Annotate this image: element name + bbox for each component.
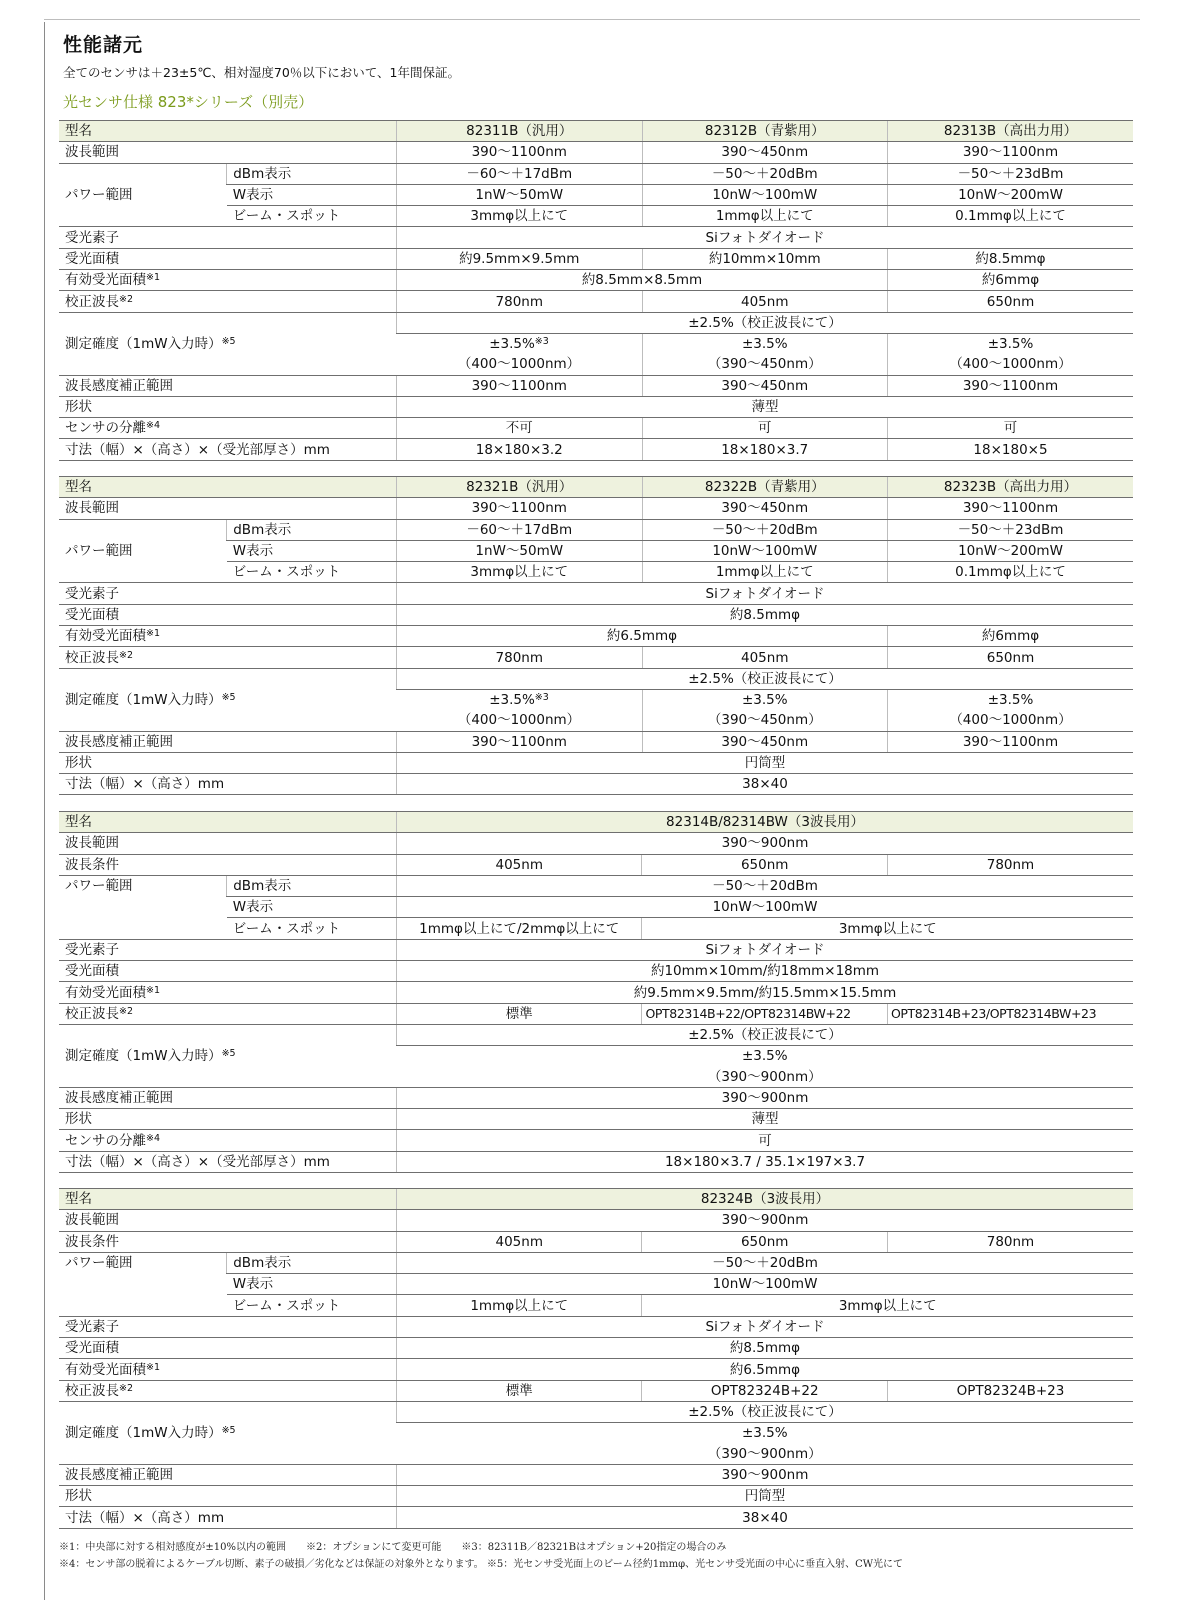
cell-value: OPT82314B+22/OPT82314BW+22 xyxy=(642,1003,887,1024)
cell-value: ±3.5%$^{※3}$ xyxy=(489,692,549,709)
table-row xyxy=(59,519,1133,540)
cell-value: ±2.5%（校正波長にて） xyxy=(397,668,1133,689)
cell-value: 約6mmφ xyxy=(887,626,1133,647)
cell-value: OPT82314B+23/OPT82314BW+23 xyxy=(887,1003,1133,1024)
cell-value: 3mmφ以上にて xyxy=(397,206,642,227)
table-row xyxy=(59,854,1133,875)
cell-value: －50～＋20dBm xyxy=(642,519,887,540)
cell-value: 1nW～50mW xyxy=(397,540,642,561)
table-row xyxy=(59,982,1133,1003)
footnote: ※1：中央部に対する相対感度が±10%以内の範囲 ※2：オプションにて変更可能 ※3：82311B／82321Bはオプション+20指定の場合のみ xyxy=(59,1542,727,1553)
cell-value: 約8.5mmφ xyxy=(397,1338,1133,1359)
cell-value: 薄型 xyxy=(397,396,1133,417)
model-name: 82313B（高出力用） xyxy=(887,121,1133,142)
cell-value: 10nW～200mW xyxy=(887,184,1133,205)
model-name: 82324B（3波長用） xyxy=(397,1189,1133,1210)
cell-value: 約6mmφ xyxy=(887,270,1133,291)
table-row xyxy=(59,227,1133,248)
table-row xyxy=(59,1252,1133,1273)
row-label: 受光面積 xyxy=(59,961,397,982)
cell-value: 18×180×3.7 / 35.1×197×3.7 xyxy=(397,1151,1133,1172)
table-row xyxy=(59,121,1133,142)
row-label: 受光面積 xyxy=(59,248,397,269)
cell-value: 650nm xyxy=(887,647,1133,668)
row-label: センサの分離$^{※4}$ xyxy=(59,1130,397,1151)
cell-value: （390～450nm） xyxy=(642,710,887,731)
cell-value: （390～900nm） xyxy=(397,1067,1133,1088)
table-row xyxy=(59,833,1133,854)
table-row xyxy=(59,604,1133,625)
cell-value: （390～450nm） xyxy=(642,354,887,375)
table-row xyxy=(59,1130,1133,1151)
cell-value: －50～＋23dBm xyxy=(887,519,1133,540)
cell-value: 約10mm×10mm xyxy=(642,248,887,269)
cell-value: 約8.5mmφ xyxy=(397,604,1133,625)
row-label: 型名 xyxy=(59,477,397,498)
spec-table-82324 xyxy=(59,1188,1133,1529)
table-row xyxy=(59,1338,1133,1359)
row-label: パワー範囲 xyxy=(59,519,227,583)
table-row xyxy=(59,439,1133,460)
row-label: 受光面積 xyxy=(59,1338,397,1359)
section-subtitle: 光センサ仕様 823*シリーズ（別売） xyxy=(63,93,314,111)
row-label: 波長範囲 xyxy=(59,498,397,519)
sub-label: dBm表示 xyxy=(227,875,397,896)
model-name: 82323B（高出力用） xyxy=(887,477,1133,498)
row-label: 校正波長$^{※2}$ xyxy=(59,291,397,312)
cell-value: 405nm xyxy=(642,647,887,668)
sub-label: ビーム・スポット xyxy=(227,206,397,227)
cell-value: 650nm xyxy=(887,291,1133,312)
cell-value: 780nm xyxy=(887,1231,1133,1252)
table-row xyxy=(59,1087,1133,1108)
table-row xyxy=(59,626,1133,647)
cell-value: 約8.5mm×8.5mm xyxy=(397,270,888,291)
row-label: 校正波長$^{※2}$ xyxy=(59,647,397,668)
model-name: 82312B（青紫用） xyxy=(642,121,887,142)
cell-value: －50～＋20dBm xyxy=(397,875,1133,896)
row-label: パワー範囲 xyxy=(59,1252,227,1316)
table-row xyxy=(59,1359,1133,1380)
row-label: パワー範囲 xyxy=(59,163,227,227)
row-label: 受光面積 xyxy=(59,604,397,625)
cell-value: 10nW～200mW xyxy=(887,540,1133,561)
cell-value: 390～450nm xyxy=(642,731,887,752)
row-label: 波長感度補正範囲 xyxy=(59,731,397,752)
row-label: 受光素子 xyxy=(59,939,397,960)
cell-value: 390～900nm xyxy=(397,1464,1133,1485)
table-row xyxy=(59,752,1133,773)
cell-value: ±3.5% xyxy=(642,333,887,354)
row-label: 形状 xyxy=(59,752,397,773)
row-label: 波長感度補正範囲 xyxy=(59,375,397,396)
sub-label: W表示 xyxy=(227,184,397,205)
cell-value: （400～1000nm） xyxy=(887,710,1133,731)
cell-value: （400～1000nm） xyxy=(887,354,1133,375)
cell-value: 390～450nm xyxy=(642,498,887,519)
table-row xyxy=(59,1486,1133,1507)
sub-label: ビーム・スポット xyxy=(227,1295,397,1316)
table-row xyxy=(59,961,1133,982)
cell-value: 可 xyxy=(397,1130,1133,1151)
cell-value: 38×40 xyxy=(397,1507,1133,1528)
spec-table-82314 xyxy=(59,811,1133,1173)
cell-value: 390～450nm xyxy=(642,142,887,163)
cell-value: （390～900nm） xyxy=(397,1444,1133,1465)
table-row xyxy=(59,498,1133,519)
sub-label: dBm表示 xyxy=(227,1252,397,1273)
sub-label: dBm表示 xyxy=(227,163,397,184)
cell-value: 約10mm×10mm/約18mm×18mm xyxy=(397,961,1133,982)
sub-label: W表示 xyxy=(227,1274,397,1295)
cell-value: 390～1100nm xyxy=(887,142,1133,163)
row-label: 形状 xyxy=(59,1109,397,1130)
cell-value: ±3.5% xyxy=(741,1048,788,1065)
cell-value: 650nm xyxy=(642,854,887,875)
table-row xyxy=(59,248,1133,269)
row-label: 寸法（幅）×（高さ）×（受光部厚さ）mm xyxy=(59,439,397,460)
cell-value: 1mmφ以上にて/2mmφ以上にて xyxy=(397,918,642,939)
row-label: 波長感度補正範囲 xyxy=(59,1464,397,1485)
table-row xyxy=(59,583,1133,604)
table-row xyxy=(59,1401,1133,1422)
row-label: 形状 xyxy=(59,1486,397,1507)
cell-value: 405nm xyxy=(642,291,887,312)
cell-value: 390～1100nm xyxy=(887,375,1133,396)
row-label: 受光素子 xyxy=(59,227,397,248)
row-label: 測定確度（1mW入力時）$^{※5}$ xyxy=(59,668,397,731)
row-label: 有効受光面積$^{※1}$ xyxy=(59,1359,397,1380)
cell-value: OPT82324B+23 xyxy=(887,1380,1133,1401)
cell-value: ±2.5%（校正波長にて） xyxy=(397,1401,1133,1422)
row-label: 寸法（幅）×（高さ）×（受光部厚さ）mm xyxy=(59,1151,397,1172)
cell-value: ±3.5% xyxy=(887,333,1133,354)
cell-value: ±2.5%（校正波長にて） xyxy=(397,312,1133,333)
cell-value: 390～1100nm xyxy=(397,142,642,163)
table-row xyxy=(59,375,1133,396)
sub-label: ビーム・スポット xyxy=(227,918,397,939)
table-row xyxy=(59,291,1133,312)
page-title: 性能諸元 xyxy=(63,34,144,56)
cell-value: 約8.5mmφ xyxy=(887,248,1133,269)
cell-value: 390～900nm xyxy=(397,1210,1133,1231)
cell-value: 390～1100nm xyxy=(397,731,642,752)
table-row xyxy=(59,1189,1133,1210)
row-label: 有効受光面積$^{※1}$ xyxy=(59,270,397,291)
cell-value: 約6.5mmφ xyxy=(397,1359,1133,1380)
table-row xyxy=(59,312,1133,333)
cell-value: 薄型 xyxy=(397,1109,1133,1130)
table-row xyxy=(59,774,1133,795)
sub-label: W表示 xyxy=(227,897,397,918)
cell-value: 約6.5mmφ xyxy=(397,626,888,647)
row-label: 型名 xyxy=(59,812,397,833)
table-row xyxy=(59,1210,1133,1231)
cell-value: 390～900nm xyxy=(397,833,1133,854)
table-row xyxy=(59,1109,1133,1130)
table-row xyxy=(59,142,1133,163)
cell-value: OPT82324B+22 xyxy=(642,1380,887,1401)
left-rule xyxy=(44,22,45,1600)
cell-value: 0.1mmφ以上にて xyxy=(887,206,1133,227)
row-label: 型名 xyxy=(59,121,397,142)
spec-table-82321 xyxy=(59,476,1133,795)
cell-value: 0.1mmφ以上にて xyxy=(887,562,1133,583)
cell-value: 390～450nm xyxy=(642,375,887,396)
cell-value: －60～＋17dBm xyxy=(397,519,642,540)
cell-value: －60～＋17dBm xyxy=(397,163,642,184)
cell-value: ±2.5%（校正波長にて） xyxy=(397,1024,1133,1045)
cell-value: 10nW～100mW xyxy=(642,540,887,561)
cell-value: 10nW～100mW xyxy=(642,184,887,205)
model-name: 82314B/82314BW（3波長用） xyxy=(397,812,1133,833)
cell-value: 18×180×3.2 xyxy=(397,439,642,460)
cell-value: 10nW～100mW xyxy=(397,1274,1133,1295)
cell-value: Siフォトダイオード xyxy=(397,1316,1133,1337)
table-row xyxy=(59,1024,1133,1045)
table-row xyxy=(59,477,1133,498)
row-label: 測定確度（1mW入力時）$^{※5}$ xyxy=(59,1024,397,1087)
cell-value: －50～＋20dBm xyxy=(397,1252,1133,1273)
row-label: 波長範囲 xyxy=(59,833,397,854)
cell-value: 約9.5mm×9.5mm xyxy=(397,248,642,269)
cell-value: 38×40 xyxy=(397,774,1133,795)
model-name: 82321B（汎用） xyxy=(397,477,642,498)
cell-value: Siフォトダイオード xyxy=(397,939,1133,960)
cell-value: 18×180×3.7 xyxy=(642,439,887,460)
spec-table-82311 xyxy=(59,120,1133,461)
cell-value: 3mmφ以上にて xyxy=(642,1295,1133,1316)
table-row xyxy=(59,1231,1133,1252)
sub-label: dBm表示 xyxy=(227,519,397,540)
row-label: 波長条件 xyxy=(59,1231,397,1252)
cell-value: 1mmφ以上にて xyxy=(642,206,887,227)
row-label: 受光素子 xyxy=(59,583,397,604)
cell-value: 可 xyxy=(642,418,887,439)
cell-value: ±3.5% xyxy=(642,689,887,710)
cell-value: －50～＋23dBm xyxy=(887,163,1133,184)
table-row xyxy=(59,1380,1133,1401)
row-label: 測定確度（1mW入力時）$^{※5}$ xyxy=(59,312,397,375)
table-row xyxy=(59,1316,1133,1337)
row-label: 受光素子 xyxy=(59,1316,397,1337)
table-row xyxy=(59,668,1133,689)
cell-value: （400～1000nm） xyxy=(397,710,642,731)
cell-value: 780nm xyxy=(397,291,642,312)
table-row xyxy=(59,1151,1133,1172)
cell-value: 1mmφ以上にて xyxy=(642,562,887,583)
cell-value: 1nW～50mW xyxy=(397,184,642,205)
cell-value: ±3.5% xyxy=(741,1425,788,1442)
row-label: 波長範囲 xyxy=(59,142,397,163)
cell-value: 405nm xyxy=(397,1231,642,1252)
model-name: 82311B（汎用） xyxy=(397,121,642,142)
row-label: 波長範囲 xyxy=(59,1210,397,1231)
table-row xyxy=(59,875,1133,896)
row-label: 有効受光面積$^{※1}$ xyxy=(59,626,397,647)
table-row xyxy=(59,418,1133,439)
cell-value: 3mmφ以上にて xyxy=(642,918,1133,939)
cell-value: 円筒型 xyxy=(397,752,1133,773)
cell-value: 780nm xyxy=(887,854,1133,875)
top-rule xyxy=(44,19,1140,20)
table-row xyxy=(59,396,1133,417)
intro-text: 全てのセンサは＋23±5℃、相対湿度70％以下において、1年間保証。 xyxy=(63,65,460,80)
table-row xyxy=(59,731,1133,752)
cell-value: Siフォトダイオード xyxy=(397,583,1133,604)
cell-value: 18×180×5 xyxy=(887,439,1133,460)
row-label: 波長条件 xyxy=(59,854,397,875)
cell-value: 可 xyxy=(887,418,1133,439)
sub-label: ビーム・スポット xyxy=(227,562,397,583)
row-label: 型名 xyxy=(59,1189,397,1210)
cell-value: 標準 xyxy=(397,1003,642,1024)
row-label: 寸法（幅）×（高さ）mm xyxy=(59,1507,397,1528)
table-row xyxy=(59,163,1133,184)
cell-value: 不可 xyxy=(397,418,642,439)
cell-value: 390～1100nm xyxy=(397,498,642,519)
footnote: ※4：センサ部の脱着によるケーブル切断、素子の破損／劣化などは保証の対象外となります。 ※5：光センサ受光面上のビーム径約1mmφ、光センサ受光面の中心に垂直入射、CW光にて xyxy=(59,1559,904,1570)
row-label: センサの分離$^{※4}$ xyxy=(59,418,397,439)
table-row xyxy=(59,647,1133,668)
cell-value: 約9.5mm×9.5mm/約15.5mm×15.5mm xyxy=(397,982,1133,1003)
cell-value: ±3.5% xyxy=(887,689,1133,710)
table-row xyxy=(59,1507,1133,1528)
row-label: 有効受光面積$^{※1}$ xyxy=(59,982,397,1003)
cell-value: 390～1100nm xyxy=(887,731,1133,752)
cell-value: 1mmφ以上にて xyxy=(397,1295,642,1316)
row-label: 校正波長$^{※2}$ xyxy=(59,1003,397,1024)
cell-value: －50～＋20dBm xyxy=(642,163,887,184)
cell-value: 10nW～100mW xyxy=(397,897,1133,918)
sub-label: W表示 xyxy=(227,540,397,561)
row-label: 測定確度（1mW入力時）$^{※5}$ xyxy=(59,1401,397,1464)
table-row xyxy=(59,939,1133,960)
cell-value: 円筒型 xyxy=(397,1486,1133,1507)
table-row xyxy=(59,812,1133,833)
model-name: 82322B（青紫用） xyxy=(642,477,887,498)
cell-value: 標準 xyxy=(397,1380,642,1401)
cell-value: 390～900nm xyxy=(397,1087,1133,1108)
cell-value: Siフォトダイオード xyxy=(397,227,1133,248)
row-label: パワー範囲 xyxy=(59,875,227,939)
row-label: 波長感度補正範囲 xyxy=(59,1087,397,1108)
table-row xyxy=(59,270,1133,291)
row-label: 寸法（幅）×（高さ）mm xyxy=(59,774,397,795)
cell-value: 390～1100nm xyxy=(887,498,1133,519)
cell-value: 390～1100nm xyxy=(397,375,642,396)
cell-value: 780nm xyxy=(397,647,642,668)
cell-value: （400～1000nm） xyxy=(397,354,642,375)
cell-value: ±3.5%$^{※3}$ xyxy=(489,336,549,353)
table-row xyxy=(59,1464,1133,1485)
table-row xyxy=(59,1003,1133,1024)
cell-value: 650nm xyxy=(642,1231,887,1252)
cell-value: 3mmφ以上にて xyxy=(397,562,642,583)
row-label: 形状 xyxy=(59,396,397,417)
cell-value: 405nm xyxy=(397,854,642,875)
row-label: 校正波長$^{※2}$ xyxy=(59,1380,397,1401)
